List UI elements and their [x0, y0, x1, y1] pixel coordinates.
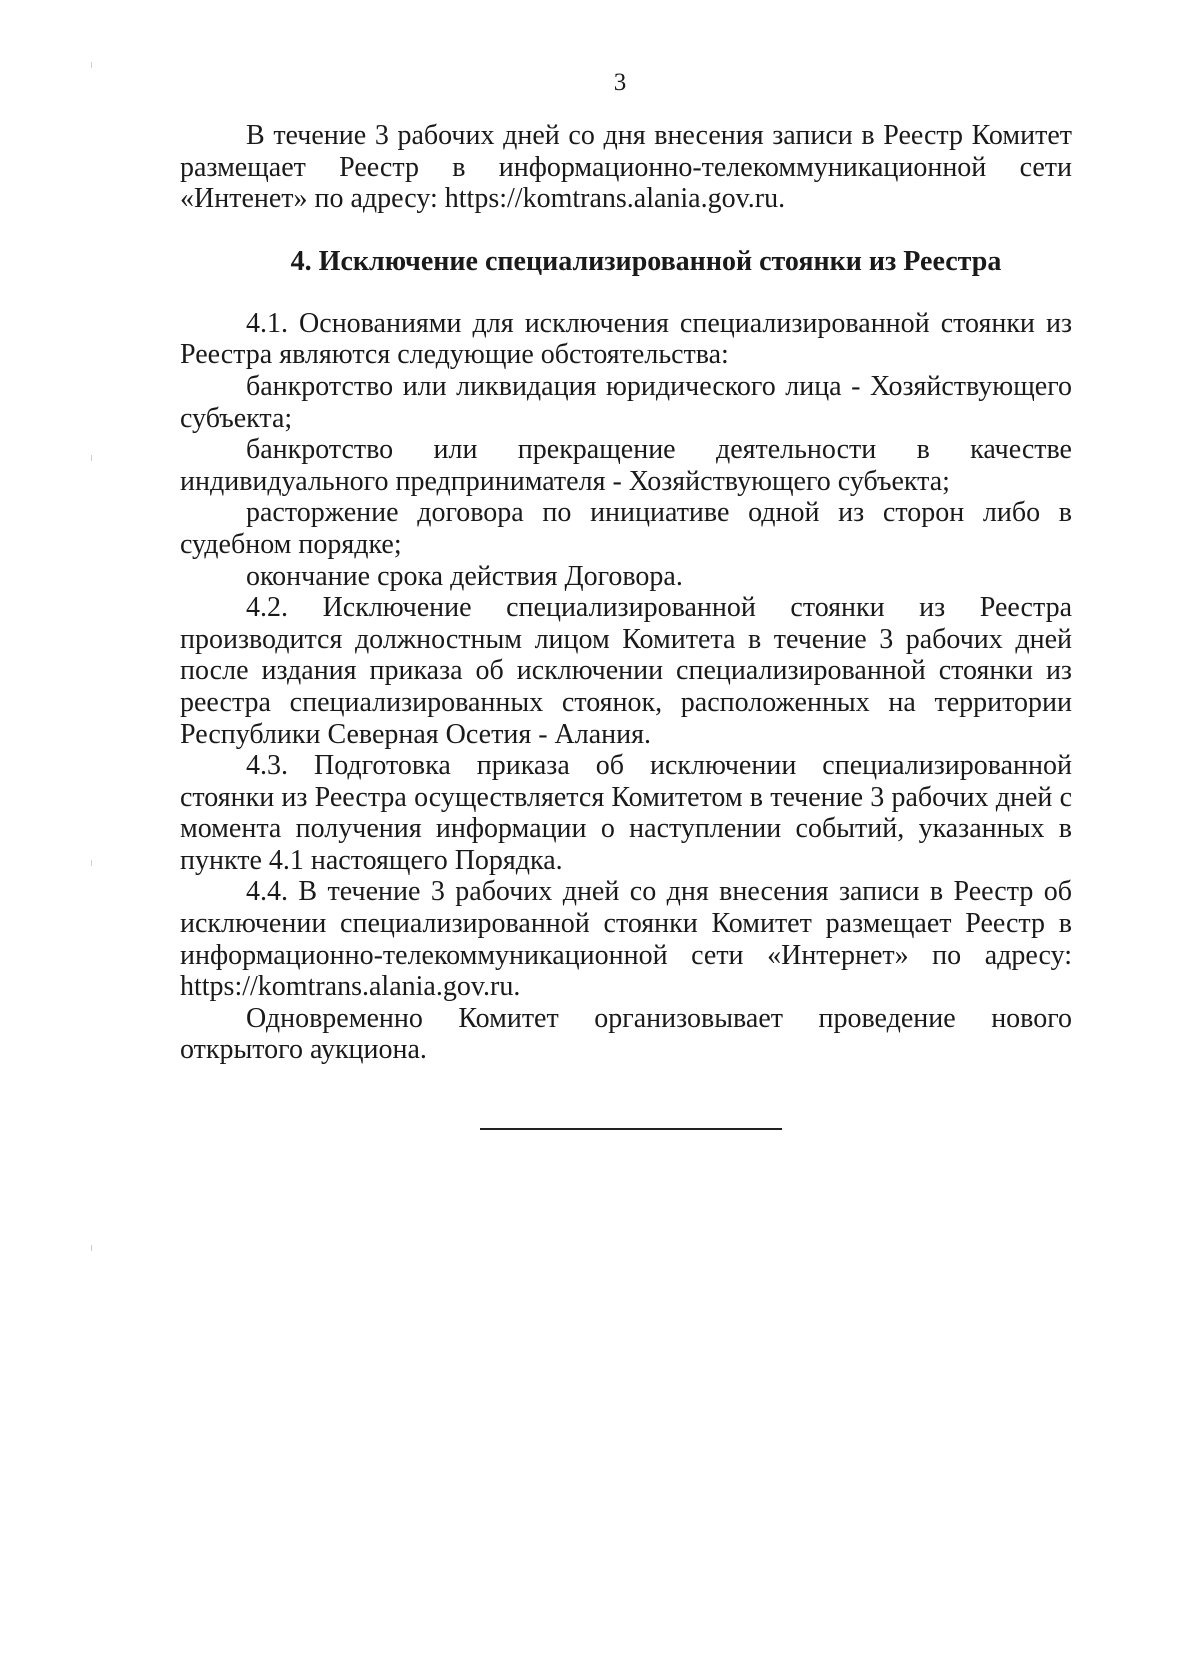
intro-paragraph: [180, 120, 1072, 215]
page-number: 3: [613, 69, 627, 96]
ground-bankruptcy-legal-entity: банкротство или ликвидация юридического лица - Хозяйствующего субъекта;: [180, 370, 1072, 434]
end-separator-line: [480, 1128, 782, 1130]
closing-paragraph: Одновременно Комитет организовывает проведение нового открытого аукциона.: [180, 1002, 1072, 1066]
intro-line-3: «Интенет» по адресу: https://komtrans.alania.gov.ru.: [180, 183, 786, 215]
scan-margin-mark: [91, 860, 92, 866]
paragraph-4-2: 4.2. Исключение специализированной стоянки из Реестра производится должностным лицом Комитета в течение 3 рабочих дней после издания приказа об исключении специализированной стоянки из реестра специализированных стоянок, расположенных на территории Республики Северная Осетия - Алания.: [180, 592, 1072, 750]
scan-margin-mark: [91, 62, 92, 68]
intro-line-1: В течение 3 рабочих дней со дня внесения записи в Реестр Комитет: [246, 120, 1072, 151]
scan-margin-mark: [91, 1245, 92, 1251]
ground-contract-expiry: окончание срока действия Договора.: [246, 560, 683, 592]
section-heading: 4. Исключение специализированной стоянки из Реестра: [290, 245, 1002, 277]
paragraph-4-4: 4.4. В течение 3 рабочих дней со дня внесения записи в Реестр об исключении специализированной стоянки Комитет размещает Реестр в информационно-телекоммуникационной сети «Интернет» по адресу: https://komtrans.alania.gov.ru.: [180, 876, 1072, 1003]
document-body: [180, 120, 1072, 1066]
ground-contract-termination: расторжение договора по инициативе одной из сторон либо в судебном порядке;: [180, 497, 1072, 560]
ground-bankruptcy-entrepreneur: банкротство или прекращение деятельности в качестве индивидуального предпринимателя - Хозяйствующего субъекта;: [180, 434, 1072, 497]
paragraph-4-3: 4.3. Подготовка приказа об исключении специализированной стоянки из Реестра осуществляется Комитетом в течение 3 рабочих дней с момента получения информации о наступлении событий, указанных в пункте 4.1 настоящего Порядка.: [180, 750, 1072, 876]
paragraph-4-1: 4.1. Основаниями для исключения специализированной стоянки из Реестра являются следующие обстоятельства:: [180, 307, 1072, 371]
scan-margin-mark: [91, 455, 92, 461]
intro-line-2: размещает Реестр в информационно-телекоммуникационной сети: [180, 151, 1072, 183]
